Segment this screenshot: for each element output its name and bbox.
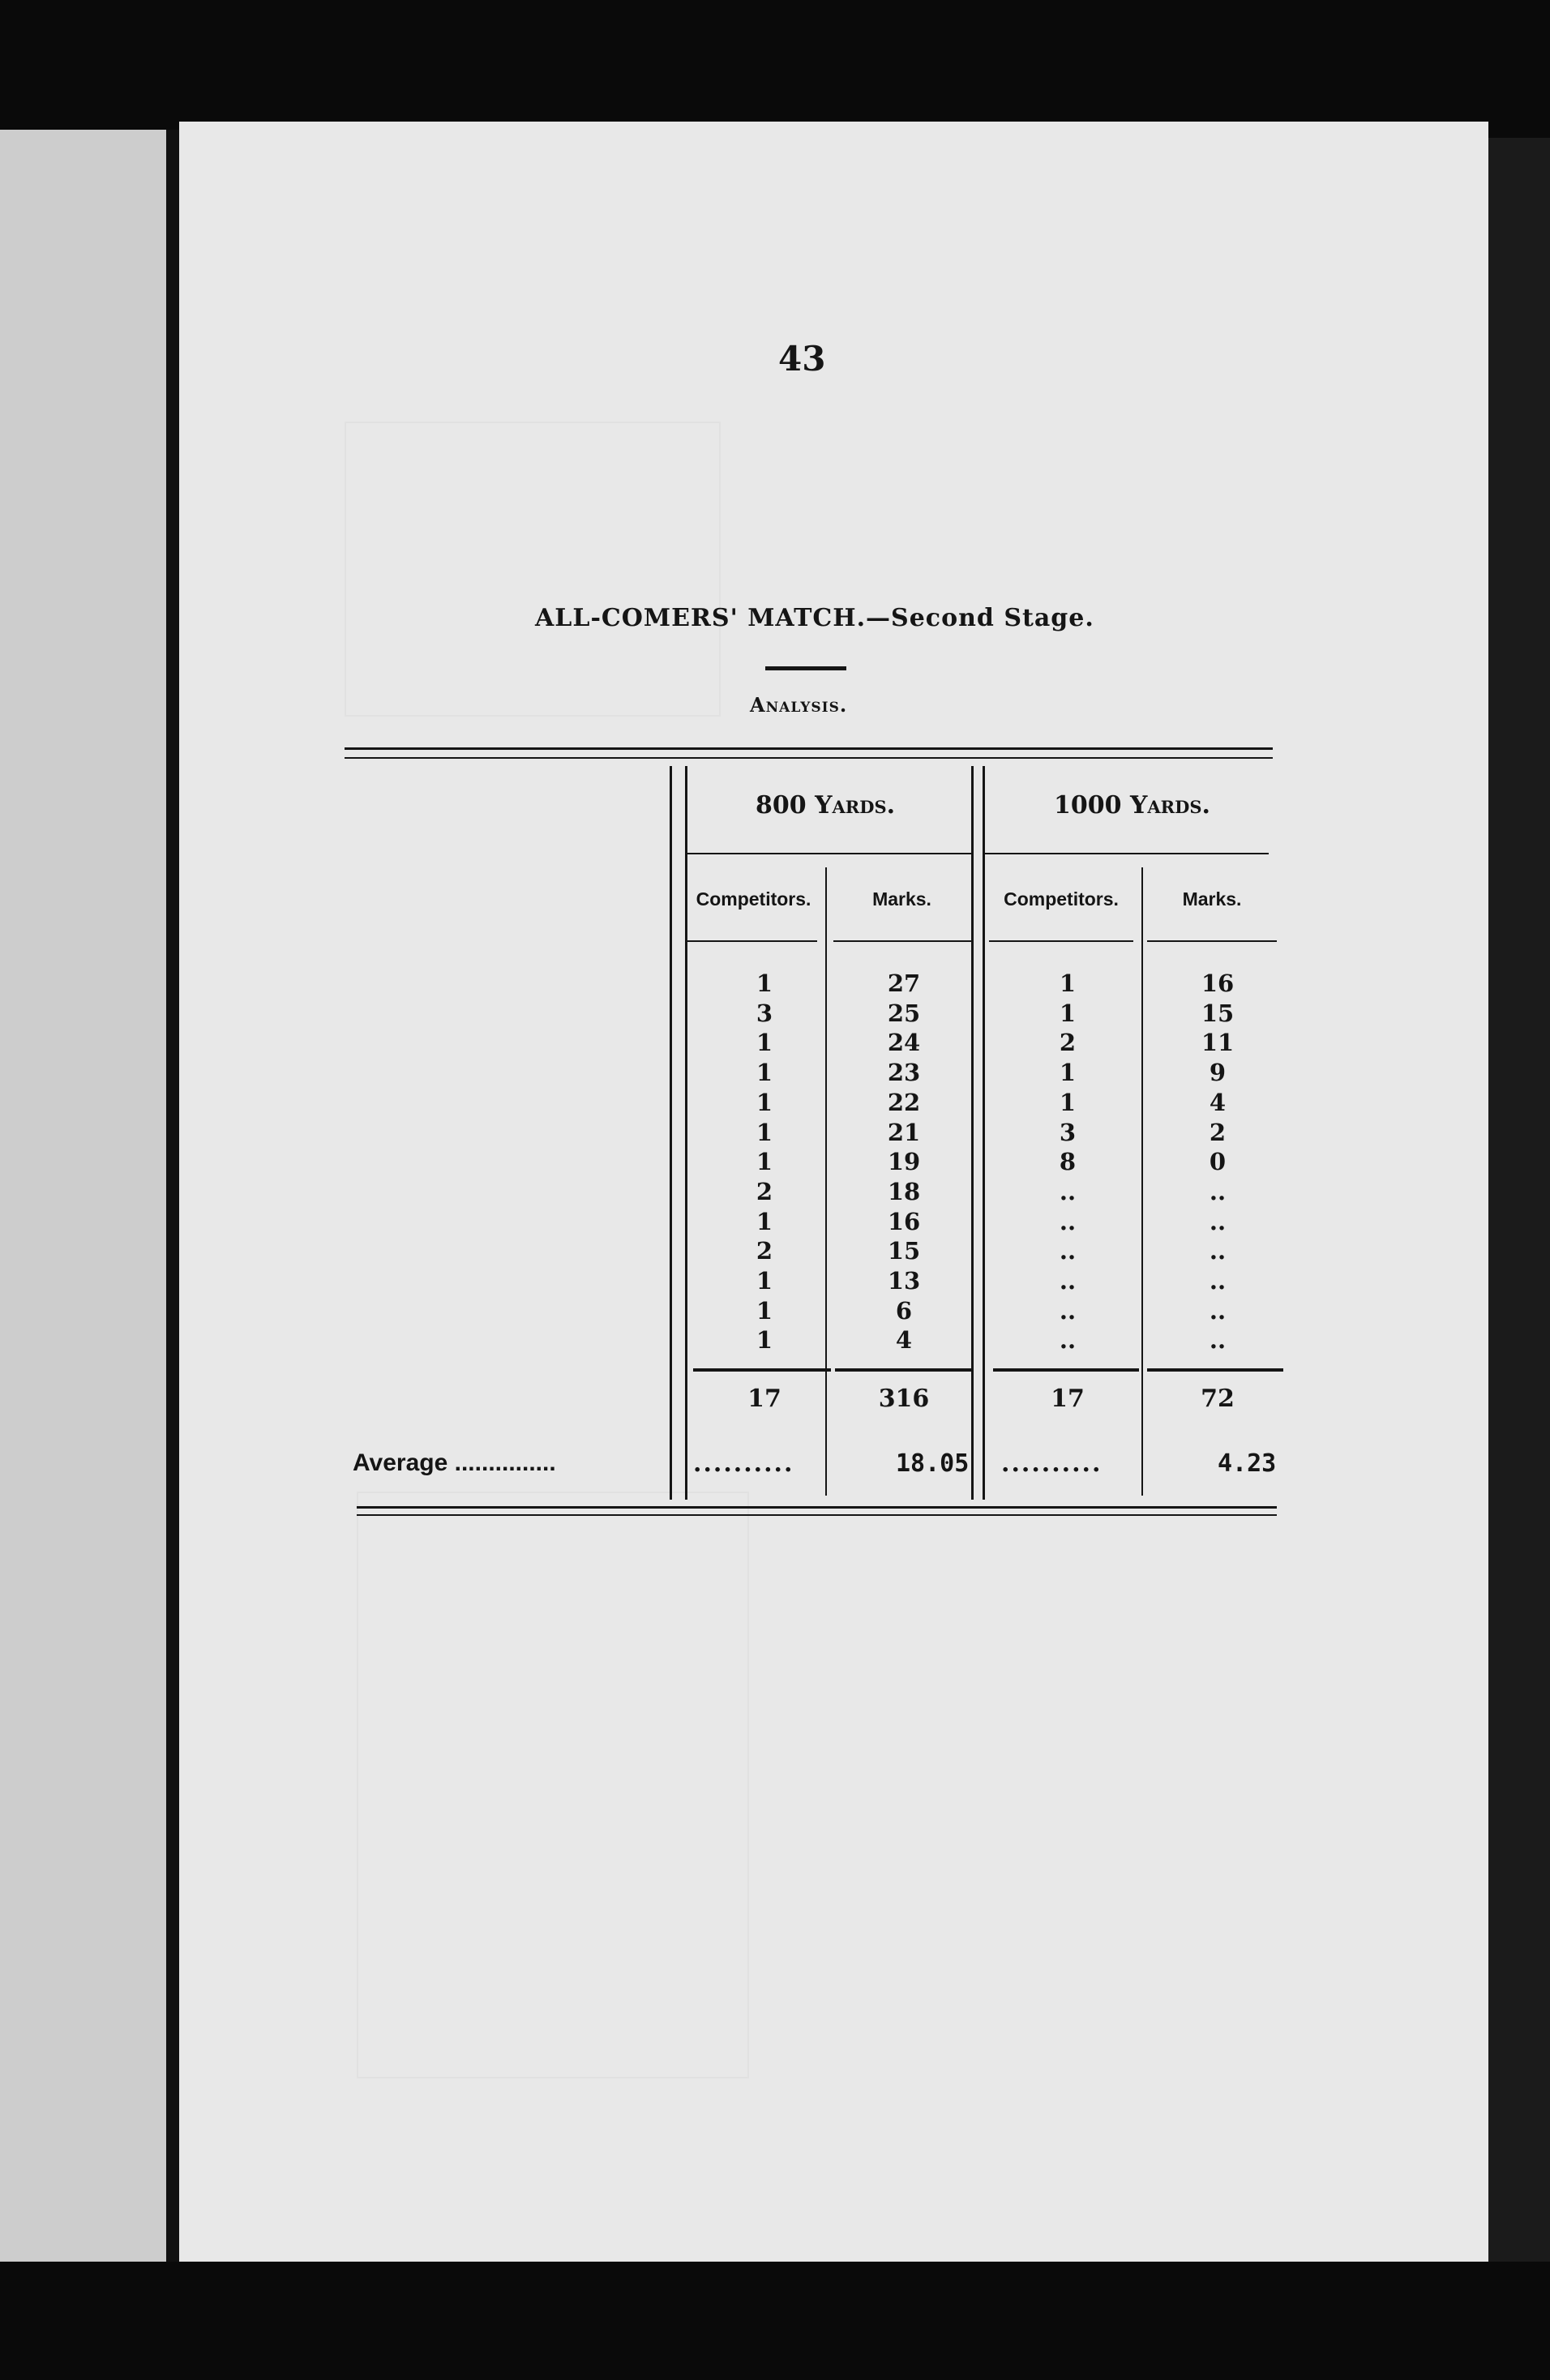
total-rule bbox=[835, 1368, 971, 1372]
total-competitors-1000: 17 bbox=[1051, 1385, 1085, 1413]
cell-marks-1000: 16 bbox=[1201, 970, 1235, 997]
average-marks-800: 18.05 bbox=[896, 1449, 970, 1478]
page-fore-edge bbox=[1488, 138, 1550, 2262]
cell-marks-1000: 0 bbox=[1209, 1148, 1227, 1176]
col-header-competitors-800: Competitors. bbox=[696, 888, 811, 910]
cell-competitors-800: 1 bbox=[756, 1267, 773, 1295]
leader-dots: .......... bbox=[693, 1449, 794, 1478]
cell-competitors-1000: .. bbox=[1059, 1237, 1077, 1265]
cell-marks-800: 19 bbox=[887, 1148, 921, 1176]
total-rule bbox=[693, 1368, 831, 1372]
group-header-1000: 1000 Yards. bbox=[1054, 791, 1210, 820]
cell-competitors-1000: 1 bbox=[1059, 1059, 1077, 1087]
table-title: ALL-COMERS' MATCH.—Second Stage. bbox=[535, 604, 1094, 632]
cell-competitors-800: 2 bbox=[756, 1237, 773, 1265]
cell-marks-800: 4 bbox=[895, 1326, 913, 1355]
total-rule bbox=[1147, 1368, 1283, 1372]
col-header-marks-800: Marks. bbox=[872, 888, 931, 910]
total-marks-800: 316 bbox=[878, 1385, 930, 1413]
cell-marks-1000: .. bbox=[1209, 1267, 1227, 1295]
bottom-rule bbox=[357, 1506, 1277, 1509]
total-marks-1000: 72 bbox=[1201, 1385, 1235, 1413]
cell-marks-800: 18 bbox=[887, 1177, 921, 1205]
cell-marks-1000: .. bbox=[1209, 1177, 1227, 1205]
group-rule bbox=[985, 853, 1269, 854]
cell-marks-800: 6 bbox=[895, 1296, 913, 1325]
cell-competitors-800: 1 bbox=[756, 1088, 773, 1116]
leader-dots: ............... bbox=[454, 1449, 556, 1476]
group-divider bbox=[983, 766, 985, 1500]
bleed-through-table bbox=[357, 1492, 749, 2078]
cell-competitors-800: 3 bbox=[756, 999, 773, 1027]
cell-competitors-800: 1 bbox=[756, 1059, 773, 1087]
cell-competitors-1000: .. bbox=[1059, 1177, 1077, 1205]
cell-marks-800: 25 bbox=[887, 999, 921, 1027]
cell-marks-800: 27 bbox=[887, 970, 921, 997]
cell-competitors-1000: 2 bbox=[1059, 1029, 1077, 1057]
cell-competitors-1000: .. bbox=[1059, 1267, 1077, 1295]
cell-marks-1000: 11 bbox=[1201, 1029, 1235, 1057]
col-header-competitors-1000: Competitors. bbox=[1004, 888, 1119, 910]
cell-marks-800: 24 bbox=[887, 1029, 921, 1057]
title-rule bbox=[765, 666, 846, 670]
top-rule bbox=[345, 747, 1273, 750]
group-divider bbox=[971, 766, 974, 1500]
cell-competitors-800: 1 bbox=[756, 970, 773, 997]
cell-marks-1000: .. bbox=[1209, 1237, 1227, 1265]
cell-competitors-1000: 1 bbox=[1059, 1088, 1077, 1116]
cell-competitors-800: 2 bbox=[756, 1177, 773, 1205]
total-competitors-800: 17 bbox=[747, 1385, 781, 1413]
cell-competitors-1000: 1 bbox=[1059, 999, 1077, 1027]
cell-marks-800: 16 bbox=[887, 1207, 921, 1235]
cell-marks-1000: 9 bbox=[1209, 1059, 1227, 1087]
cell-marks-800: 13 bbox=[887, 1267, 921, 1295]
header-rule bbox=[989, 940, 1133, 942]
stub-rule bbox=[670, 766, 672, 1500]
cell-competitors-800: 1 bbox=[756, 1207, 773, 1235]
cell-marks-1000: 4 bbox=[1209, 1088, 1227, 1116]
bottom-rule bbox=[357, 1514, 1277, 1516]
average-label bbox=[353, 1449, 556, 1477]
book-gutter bbox=[166, 130, 179, 2262]
header-rule bbox=[687, 940, 817, 942]
cell-marks-800: 23 bbox=[887, 1059, 921, 1087]
cell-marks-1000: 15 bbox=[1201, 999, 1235, 1027]
cell-marks-1000: .. bbox=[1209, 1326, 1227, 1355]
table-subtitle: Analysis. bbox=[750, 693, 848, 717]
stub-rule bbox=[685, 766, 687, 1500]
cell-competitors-800: 1 bbox=[756, 1118, 773, 1146]
cell-competitors-800: 1 bbox=[756, 1296, 773, 1325]
cell-competitors-1000: .. bbox=[1059, 1326, 1077, 1355]
page-number: 43 bbox=[778, 339, 826, 379]
cell-marks-1000: .. bbox=[1209, 1296, 1227, 1325]
header-rule bbox=[1147, 940, 1277, 942]
average-marks-1000: 4.23 bbox=[1218, 1449, 1277, 1478]
cell-competitors-1000: .. bbox=[1059, 1207, 1077, 1235]
cell-marks-800: 22 bbox=[887, 1088, 921, 1116]
cell-marks-1000: 2 bbox=[1209, 1118, 1227, 1146]
left-page-edge bbox=[0, 130, 166, 2262]
cell-competitors-800: 1 bbox=[756, 1326, 773, 1355]
top-rule bbox=[345, 757, 1273, 759]
group-rule bbox=[687, 853, 971, 854]
cell-competitors-1000: 1 bbox=[1059, 970, 1077, 997]
column-divider bbox=[825, 867, 827, 1496]
cell-marks-800: 21 bbox=[887, 1118, 921, 1146]
cell-marks-1000: .. bbox=[1209, 1207, 1227, 1235]
average-label-text: Average bbox=[353, 1449, 448, 1476]
bleed-through-table bbox=[345, 422, 721, 717]
total-rule bbox=[993, 1368, 1139, 1372]
leader-dots: .......... bbox=[1001, 1449, 1103, 1478]
column-divider bbox=[1141, 867, 1143, 1496]
cell-competitors-800: 1 bbox=[756, 1148, 773, 1176]
header-rule bbox=[833, 940, 971, 942]
col-header-marks-1000: Marks. bbox=[1182, 888, 1242, 910]
cell-marks-800: 15 bbox=[887, 1237, 921, 1265]
cell-competitors-800: 1 bbox=[756, 1029, 773, 1057]
cell-competitors-1000: 3 bbox=[1059, 1118, 1077, 1146]
cell-competitors-1000: 8 bbox=[1059, 1148, 1077, 1176]
group-header-800: 800 Yards. bbox=[756, 791, 896, 820]
cell-competitors-1000: .. bbox=[1059, 1296, 1077, 1325]
